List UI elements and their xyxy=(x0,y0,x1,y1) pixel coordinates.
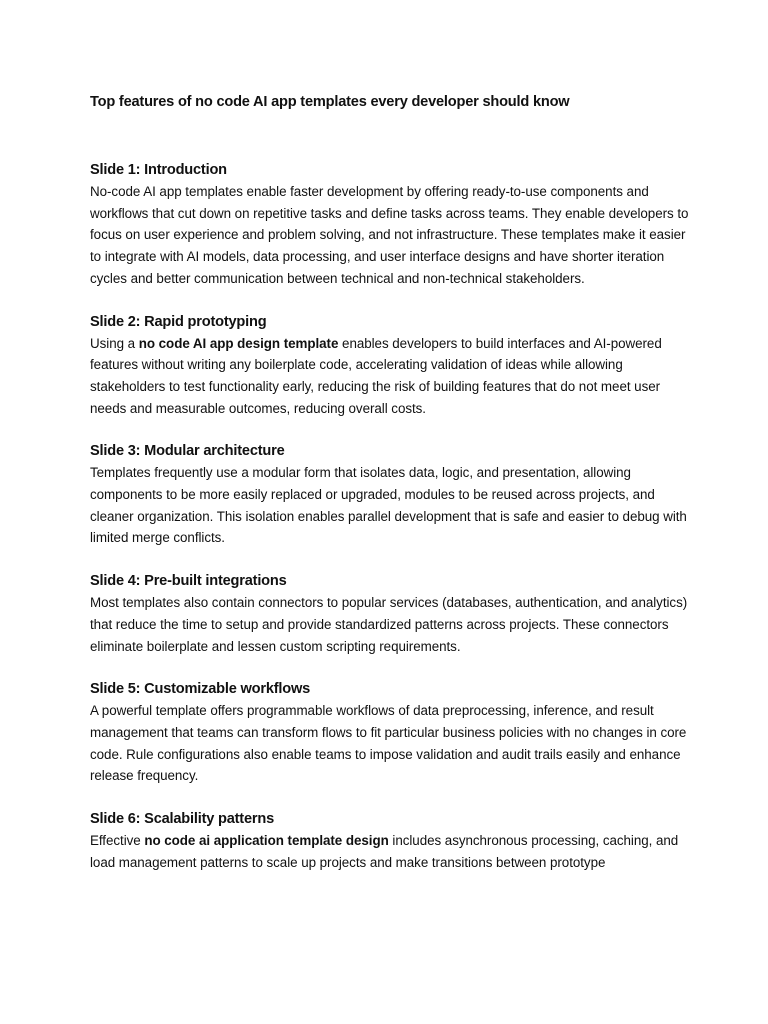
slide-section xyxy=(90,678,690,787)
body-text: No-code AI app templates enable faster development by offering ready-to-use components and workflows that cut down on repetitive tasks and define tasks across teams. They enable developers to focus on user experience and problem solving, and not infrastructure. These templates make it easier to integrate with AI models, data processing, and user interface designs and have shorter iteration cycles and better communication between technical and non-technical stakeholders. xyxy=(90,184,689,286)
body-text: enables developers to build interfaces and AI-powered features without writing any boilerplate code, accelerating validation of ideas while allowing stakeholders to test functionality early, reducing the risk of building features that do not meet user needs and measurable outcomes, reducing overall costs. xyxy=(90,335,662,416)
body-text: Effective xyxy=(90,833,145,849)
slide-section xyxy=(90,808,690,873)
body-text: Templates frequently use a modular form that isolates data, logic, and presentation, allowing components to be more easily replaced or upgraded, modules to be reused across projects, and cleaner organization. This isolation enables parallel development that is safe and easier to debug with limited merge conflicts. xyxy=(90,465,687,546)
bold-keyword: no code ai application template design xyxy=(144,833,389,849)
slide-body xyxy=(90,181,690,290)
body-text: Most templates also contain connectors to popular services (databases, authentication, and analytics) that reduce the time to setup and provide standardized patterns across projects. These connectors eliminate boilerplate and lessen custom scripting requirements. xyxy=(90,595,688,654)
slide-heading: Slide 1: Introduction xyxy=(90,162,227,178)
slide-body xyxy=(90,592,690,657)
slide-heading: Slide 3: Modular architecture xyxy=(90,443,285,460)
document-title: Top features of no code AI app templates every developer should know xyxy=(90,94,570,110)
slide-body xyxy=(90,333,690,420)
slide-section xyxy=(90,311,690,420)
slide-body xyxy=(90,462,690,549)
slide-heading: Slide 5: Customizable workflows xyxy=(90,681,311,698)
slide-section xyxy=(90,570,690,657)
slide-heading: Slide 2: Rapid prototyping xyxy=(90,313,267,330)
body-text: A powerful template offers programmable workflows of data preprocessing, inference, and result management that teams can transform flows to fit particular business policies with no changes in core code. Rule configurations also enable teams to impose validation and audit trails easily and enhance release frequency. xyxy=(90,703,687,784)
slide-body xyxy=(90,830,690,873)
slide-section xyxy=(90,440,690,549)
body-text: includes asynchronous processing, caching, and load management patterns to scale up projects and make transitions between prototype xyxy=(90,833,679,870)
slide-section xyxy=(90,159,690,290)
slide-heading: Slide 6: Scalability patterns xyxy=(90,811,274,828)
slide-heading: Slide 4: Pre-built integrations xyxy=(90,573,287,590)
document-page xyxy=(90,92,690,894)
bold-keyword: no code AI app design template xyxy=(138,335,339,351)
slide-sections xyxy=(90,159,690,873)
body-text: Using a xyxy=(90,335,139,351)
slide-body xyxy=(90,700,690,787)
